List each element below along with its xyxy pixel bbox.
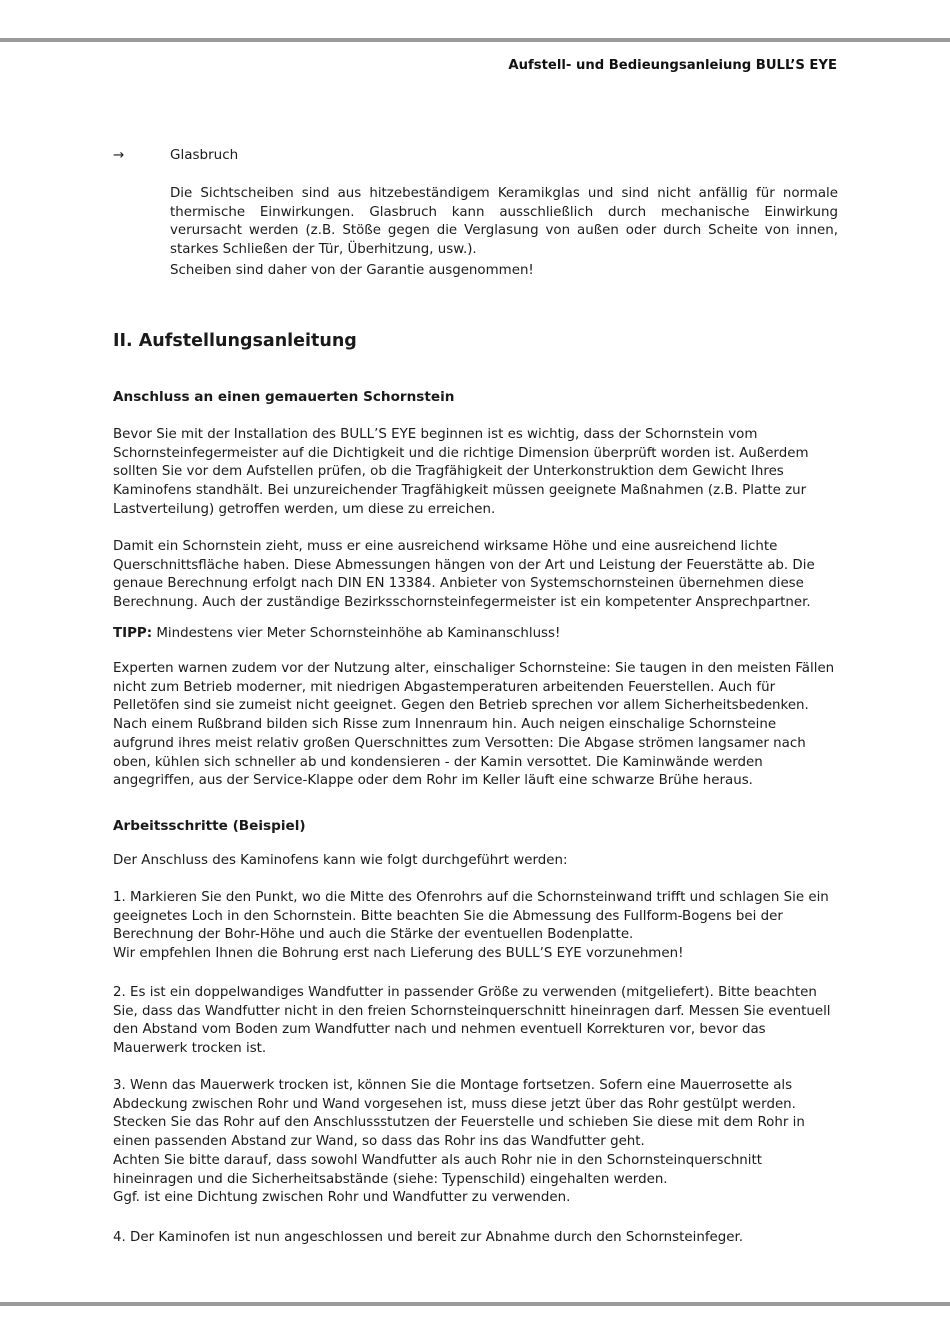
steps-heading: Arbeitsschritte (Beispiel) xyxy=(113,818,306,834)
steps-intro: Der Anschluss des Kaminofens kann wie folgt durchgeführt werden: xyxy=(113,853,568,868)
tip-label: TIPP: xyxy=(113,626,153,641)
arrow-right-icon: → xyxy=(113,147,125,163)
top-rule xyxy=(0,38,950,42)
chimney-heading: Anschluss an einen gemauerten Schornstein xyxy=(113,389,455,405)
glass-breakage-title: Glasbruch xyxy=(170,147,239,163)
step-1-note: Wir empfehlen Ihnen die Bohrung erst nach Lieferung des BULL’S EYE vorzunehmen! xyxy=(113,946,684,962)
document-header-title: Aufstell- und Bedieungsanleiung BULL’S EYE xyxy=(508,58,837,73)
tip-line xyxy=(113,625,839,644)
step-2: 2. Es ist ein doppelwandiges Wandfutter in passender Größe zu verwenden (mitgeliefert). Bitte beachten Sie, dass das Wandfutter nicht in den freien Schornsteinquerschnitt hineinragen darf. Messen Sie eventuell den Abstand vom Boden zum Wandfutter nach und nehmen eventuell Korrekturen vor, bevor das Mauerwerk trocken ist. xyxy=(113,985,831,1057)
step-3-note-1: Achten Sie bitte darauf, dass sowohl Wandfutter als auch Rohr nie in den Schornsteinquerschnitt hineinragen und die Sicherheitsabstände (siehe: Typenschild) eingehalten werden. xyxy=(113,1152,763,1187)
glass-breakage-body: Die Sichtscheiben sind aus hitzebeständigem Keramikglas und sind nicht anfällig für normale thermische Einwirkungen. Glasbruch kann ausschließlich durch mechanische Einwirkung verursacht werden (z.B. Stöße gegen die Verglasung von außen oder durch Scheite von innen, starkes Schließen der Tür, Überhitzung, usw.). xyxy=(170,186,838,258)
step-1: 1. Markieren Sie den Punkt, wo die Mitte des Ofenrohrs auf die Schornsteinwand trifft und schlagen Sie ein geeignetes Loch in den Schornstein. Bitte beachten Sie die Abmessung des Fullform-Bogens bei der Berechnung der Bohr-Höhe und auch die Stärke der eventuellen Bodenplatte. xyxy=(113,890,829,943)
paragraph-old-chimneys: Experten warnen zudem vor der Nutzung alter, einschaliger Schornsteine: Sie taugen in den meisten Fällen nicht zum Betrieb moderner, mit niedrigen Abgastemperaturen arbeitenden Feuerstellen. Auch für Pelletöfen sind sie zumeist nicht geeignet. Gegen den Betrieb sprechen vor allem Sicherheitsbedenken. Nach einem Rußbrand bilden sich Risse zum Innenraum hin. Auch neigen einschalige Schornsteine aufgrund ihres meist relativ großen Querschnittes zum Versotten: Die Abgase strömen langsamer nach oben, kühlen sich schneller ab und kondensieren - der Kamin versottet. Die Kaminwände werden angegriffen, aus der Service-Klappe oder dem Rohr im Keller läuft eine schwarze Brühe heraus. xyxy=(113,661,835,789)
bottom-rule xyxy=(0,1302,950,1306)
paragraph-installation: Bevor Sie mit der Installation des BULL’S EYE beginnen ist es wichtig, dass der Schornstein vom Schornsteinfegermeister auf die Dichtigkeit und die richtige Dimension überprüft worden ist. Außerdem sollten Sie vor dem Aufstellen prüfen, ob die Tragfähigkeit der Unterkonstruktion dem Gewicht Ihres Kaminofens standhält. Bei unzureichender Tragfähigkeit müssen geeignete Maßnahmen (z.B. Platte zur Lastverteilung) getroffen werden, um diese zu erreichen. xyxy=(113,427,809,517)
step-4: 4. Der Kaminofen ist nun angeschlossen und bereit zur Abnahme durch den Schornsteinfeger. xyxy=(113,1230,744,1245)
step-3-note-2: Ggf. ist eine Dichtung zwischen Rohr und Wandfutter zu verwenden. xyxy=(113,1190,571,1206)
section-title: II. Aufstellungsanleitung xyxy=(113,331,357,351)
paragraph-chimney-draft: Damit ein Schornstein zieht, muss er eine ausreichend wirksame Höhe und eine ausreichend lichte Querschnittsfläche haben. Diese Abmessungen hängen von der Art und Leistung der Feuerstätte ab. Die genaue Berechnung erfolgt nach DIN EN 13384. Anbieter von Systemschornsteinen übernehmen diese Berechnung. Auch der zuständige Bezirksschornsteinfegermeister ist ein kompetenter Ansprechpartner. xyxy=(113,539,815,611)
tip-text: Mindestens vier Meter Schornsteinhöhe ab Kaminanschluss! xyxy=(152,626,561,641)
glass-breakage-note: Scheiben sind daher von der Garantie ausgenommen! xyxy=(170,263,534,278)
step-3: 3. Wenn das Mauerwerk trocken ist, können Sie die Montage fortsetzen. Sofern eine Mauerrosette als Abdeckung zwischen Rohr und Wand vorgesehen ist, muss diese jetzt über das Rohr gestülpt werden. Stecken Sie das Rohr auf den Anschlussstutzen der Feuerstelle und schieben Sie diese mit dem Rohr in einen passenden Abstand zur Wand, so dass das Rohr ins das Wandfutter geht. xyxy=(113,1078,805,1150)
